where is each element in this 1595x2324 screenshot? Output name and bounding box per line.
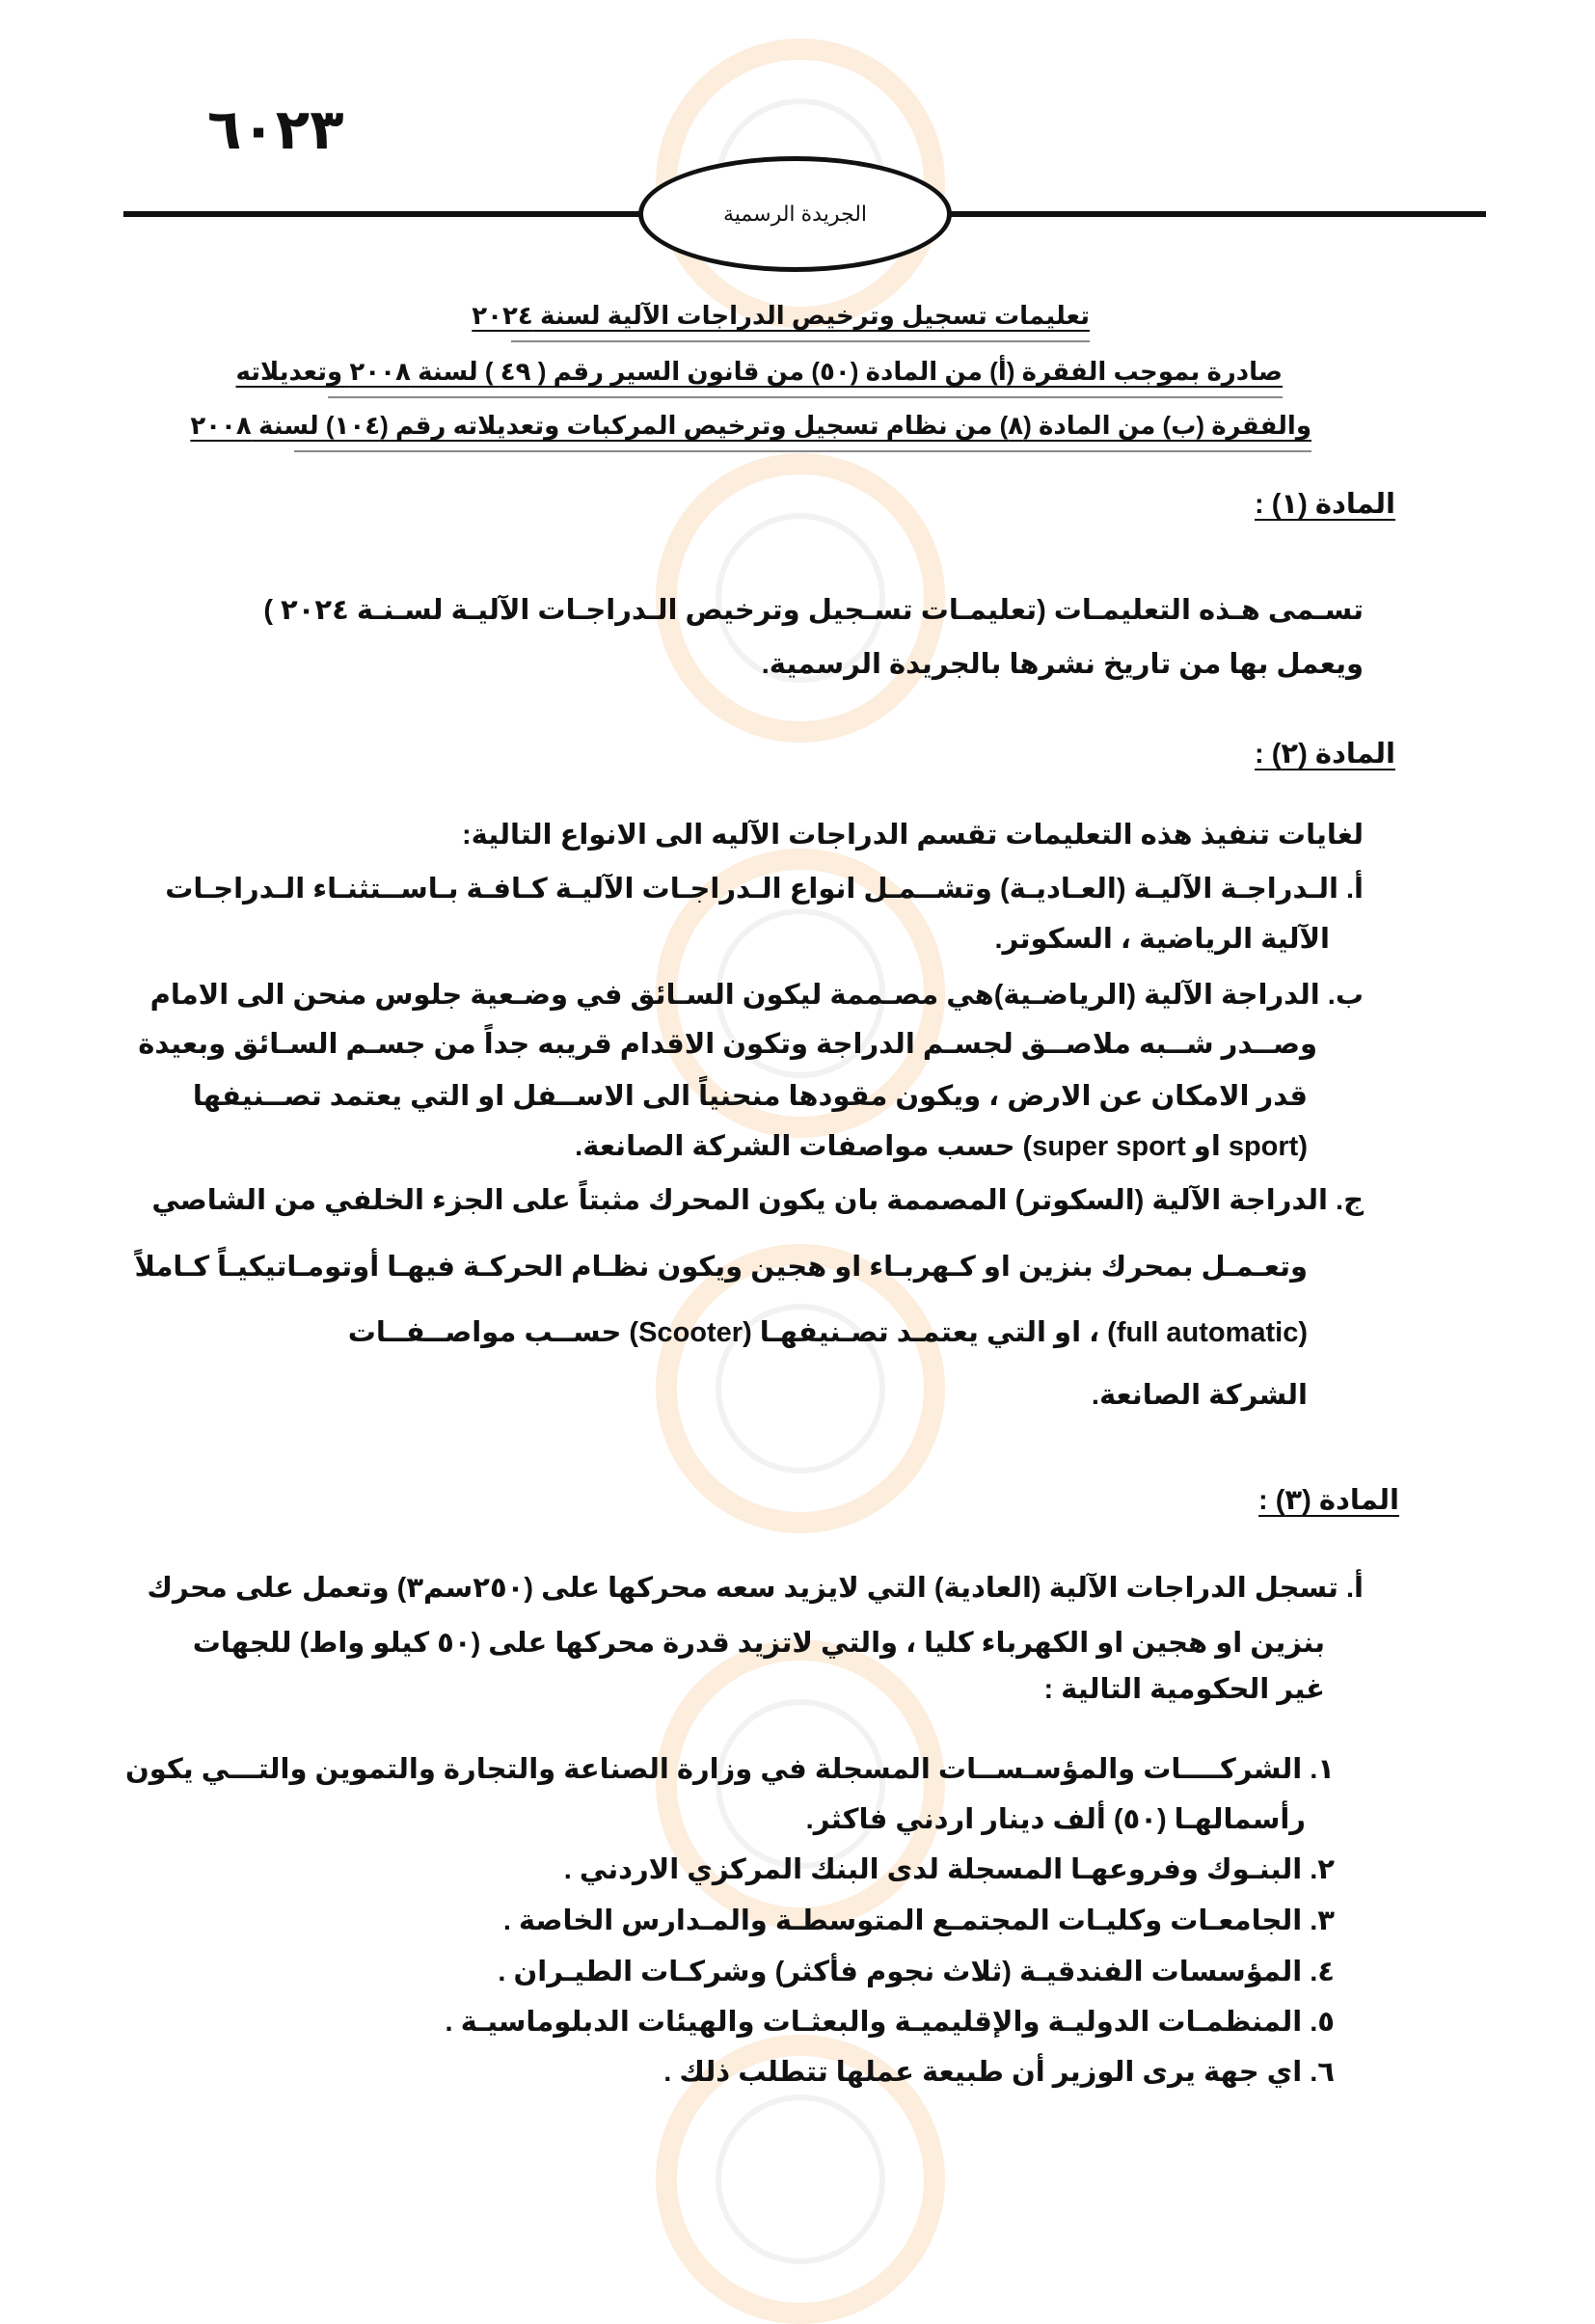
list-item-line: أ. تسجل الدراجات الآلية (العادية) التي لايزيد سعه محركها على (٢٥٠سم٣) وتعمل على محرك: [147, 1573, 1364, 1604]
list-item-line: ٣. الجامعـات وكليـات المجتمـع المتوسطـة والمـدارس الخاصة .: [502, 1905, 1335, 1936]
list-item-line: ١. الشركــــات والمؤسـســات المسجلة في وزارة الصناعة والتجارة والتموين والتـــي يكون: [124, 1754, 1335, 1785]
list-item-line: أ. الـدراجـة الآليـة (العـاديـة) وتشــمـل انواع الـدراجـات الآليـة كـافـة بـاســتثنـاء الـدراجـات: [165, 874, 1364, 905]
list-item-line: رأسمالهـا (٥٠) ألف دينار اردني فاكثر.: [805, 1804, 1306, 1835]
list-item-line: قدر الامكان عن الارض ، ويكون مقودها منحنياً الى الاســفل او التي يعتمد تصــنيفها: [192, 1081, 1308, 1112]
list-item-line: (sport او super sport) حسب مواصفات الشركة الصانعة.: [575, 1131, 1308, 1162]
list-item-line: ج. الدراجة الآلية (السكوتر) المصممة بان يكون المحرك مثبتاً على الجزء الخلفي من الشاصي: [151, 1185, 1364, 1216]
list-item-line: بنزين او هجين او الكهرباء كليا ، والتي لاتزيد قدرة محركها على (٥٠ كيلو واط) للجهات: [192, 1628, 1325, 1659]
list-item-line: غير الحكومية التالية :: [1043, 1674, 1325, 1705]
page-number: ٦٠٢٣: [207, 98, 344, 161]
gazette-name: الجريدة الرسمية: [723, 202, 868, 226]
list-item-line: وتعـمـل بمحرك بنزين او كـهربـاء او هجين ويكون نظـام الحركـة فيهـا أوتومـاتيكيـاً كـاملاً: [134, 1252, 1308, 1283]
list-item-line: وصــدر شــبه ملاصــق لجسـم الدراجة وتكون الاقدام قريبه جداً من جسـم السـائق وبعيدة: [138, 1029, 1317, 1060]
list-item-line: الآلية الرياضية ، السكوتر.: [994, 924, 1330, 955]
list-item-line: ٥. المنظمـات الدوليـة والإقليميـة والبعثـات والهيئات الدبلوماسيـة .: [445, 2007, 1335, 2038]
article-heading: المادة (٣) :: [1258, 1485, 1399, 1516]
list-item-line: ٤. المؤسسات الفندقيـة (ثلاث نجوم فأكثر) وشركـات الطيـران .: [498, 1957, 1335, 1987]
list-item-line: (full automatic) ، او التي يعتمـد تصـنيفهـا (Scooter) حســب مواصــفــات: [347, 1317, 1308, 1348]
paragraph-line: تسـمى هـذه التعليمـات (تعليمـات تسـجيل وترخيص الـدراجـات الآليـة لسـنـة ٢٠٢٤ ): [263, 595, 1364, 626]
list-item-line: ب. الدراجة الآلية (الرياضـية)هي مصـممة ليكون السـائق في وضـعية جلوس منحن الى الامام: [149, 980, 1364, 1011]
list-item-line: الشركة الصانعة.: [1091, 1380, 1308, 1411]
list-item-line: ٦. اي جهة يرى الوزير أن طبيعة عملها تتطلب ذلك .: [663, 2057, 1335, 2088]
document-subtitle: والفقرة (ب) من المادة (٨) من نظام تسجيل وترخيص المركبات وتعديلاته رقم (١٠٤) لسنة ٢٠٠٨: [190, 411, 1311, 440]
paragraph-line: لغايات تنفيذ هذه التعليمات تقسم الدراجات الآليه الى الانواع التالية:: [462, 820, 1364, 851]
gazette-badge: [638, 156, 952, 272]
article-heading: المادة (٢) :: [1255, 739, 1395, 770]
document-subtitle: صادرة بموجب الفقرة (أ) من المادة (٥٠) من قانون السير رقم ( ٤٩ ) لسنة ٢٠٠٨ وتعديلاته: [235, 357, 1283, 386]
watermark-clock-icon: [656, 1244, 945, 1533]
document-title: تعليمات تسجيل وترخيص الدراجات الآلية لسنة ٢٠٢٤: [472, 301, 1090, 330]
article-heading: المادة (١) :: [1255, 489, 1395, 520]
list-item-line: ٢. البنـوك وفروعهـا المسجلة لدى البنك المركزي الاردني .: [563, 1854, 1335, 1885]
paragraph-line: ويعمل بها من تاريخ نشرها بالجريدة الرسمية.: [761, 649, 1364, 680]
